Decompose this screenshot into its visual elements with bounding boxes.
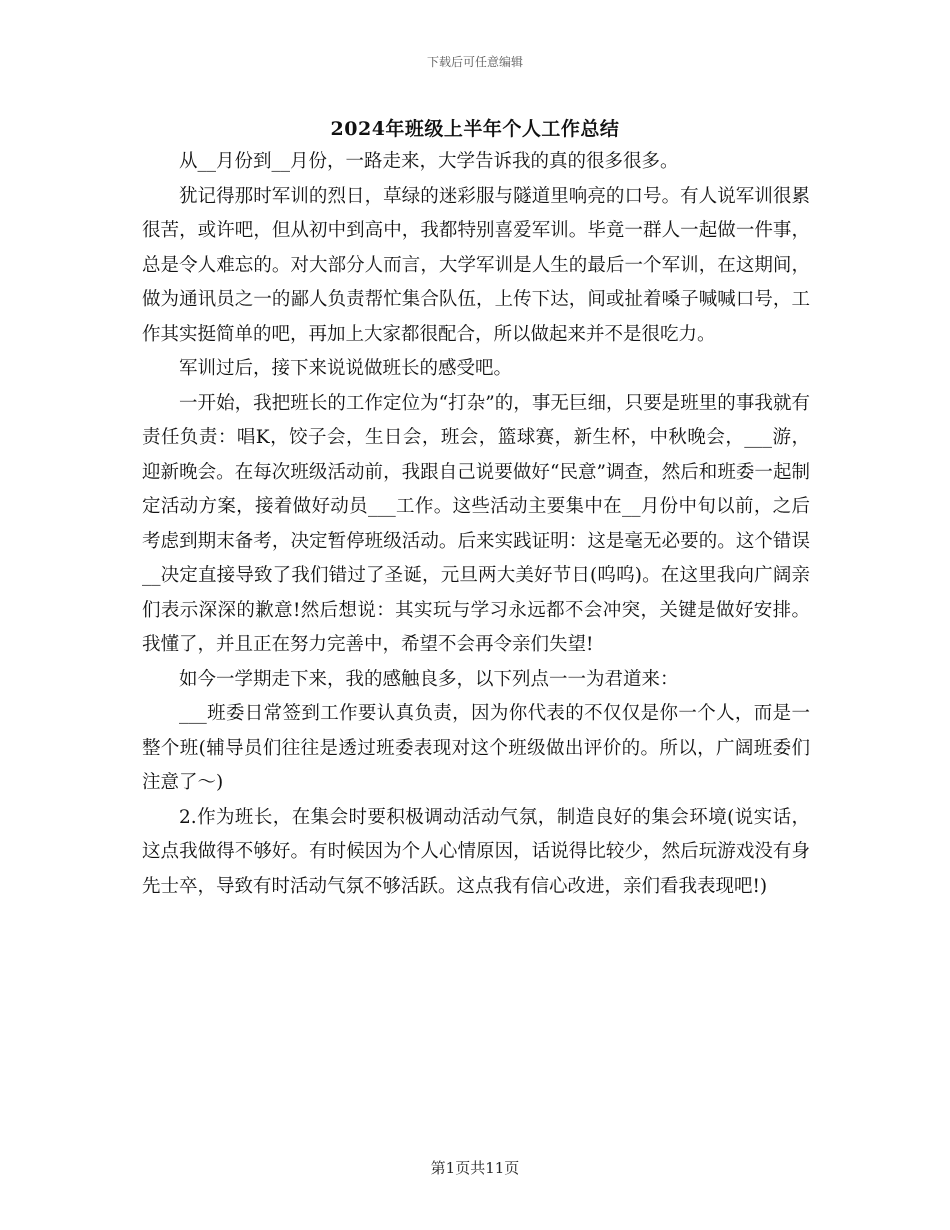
paragraph: ___班委日常签到工作要认真负责，因为你代表的不仅仅是你一个人，而是一整个班(辅导员们往往是透过班委表现对这个班级做出评价的。所以，广阔班委们注意了～) [142,703,810,793]
header-note: 下载后可任意编辑 [426,55,523,69]
paragraph: 军训过后，接下来说说做班长的感受吧。 [179,358,513,379]
paragraph: 一开始，我把班长的工作定位为“打杂”的，事无巨细，只要是班里的事我就有责任负责：唱K，饺子会，生日会，班会，篮球赛，新生杯，中秋晚会，___游，迎新晚会。在每次班级活动前，我跟自己说要做好“民意”调查，然后和班委一起制定活动方案，接着做好动员___工作。这些活动主要集中在__月份中旬以前，之后考虑到期末备考，决定暂停班级活动。后来实践证明：这是毫无必要的。这个错误__决定直接导致了我们错过了圣诞，元旦两大美好节日(呜呜)。在这里我向广阔亲们表示深深的歉意!然后想说：其实玩与学习永远都不会冲突，关键是做好安排。我懂了，并且正在努力完善中，希望不会再令亲们失望! [142,392,810,655]
paragraph: 犹记得那时军训的烈日，草绿的迷彩服与隧道里响亮的口号。有人说军训很累很苦，或许吧，但从初中到高中，我都特别喜爱军训。毕竟一群人一起做一件事，总是令人难忘的。对大部分人而言，大学军训是人生的最后一个军训，在这期间，做为通讯员之一的鄙人负责帮忙集合队伍，上传下达，间或扯着嗓子喊喊口号，工作其实挺简单的吧，再加上大家都很配合，所以做起来并不是很吃力。 [142,185,810,345]
paragraph: 2.作为班长，在集会时要积极调动活动气氛，制造良好的集会环境(说实话，这点我做得不够好。有时候因为个人心情原因，话说得比较少，然后玩游戏没有身先士卒，导致有时活动气氛不够活跃。这点我有信心改进，亲们看我表现吧!) [142,806,810,897]
page-number: 第1页共11页 [430,1159,520,1177]
paragraph: 如今一学期走下来，我的感触良多，以下列点一一为君道来： [179,668,679,690]
paragraph: 从__月份到__月份，一路走来，大学告诉我的真的很多很多。 [179,151,679,172]
document-title: 2024年班级上半年个人工作总结 [330,118,620,140]
document-body [142,145,810,904]
